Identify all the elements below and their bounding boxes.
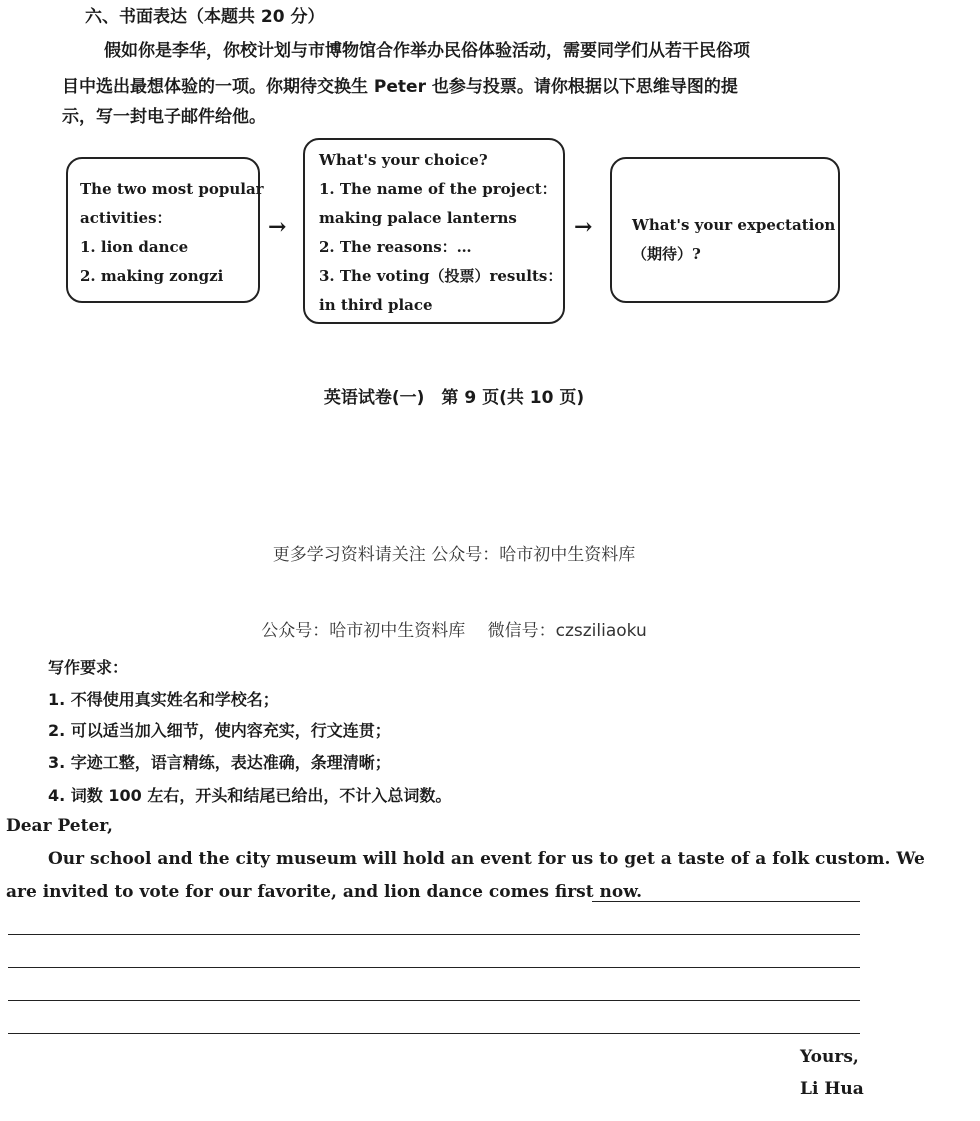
mindmap-box-choice	[303, 138, 565, 324]
box2-line: making palace lanterns	[319, 209, 517, 227]
writing-line[interactable]	[8, 967, 860, 968]
intro-line-1: 假如你是李华，你校计划与市博物馆合作举办民俗体验活动，需要同学们从若干民俗项	[104, 41, 750, 61]
box2-line: in third place	[319, 296, 433, 314]
box3-line: What's your expectation	[632, 216, 836, 234]
requirement-item: 4. 词数 100 左右，开头和结尾已给出，不计入总词数。	[48, 786, 452, 805]
letter-body-line-2: are invited to vote for our favorite, and lion dance comes first now.	[6, 882, 643, 902]
arrow-right-icon: →	[574, 214, 593, 240]
box2-line: 2. The reasons：…	[319, 238, 472, 256]
section-title: 六、书面表达（本题共 20 分）	[85, 7, 325, 27]
letter-closing: Yours,	[800, 1047, 859, 1067]
writing-line[interactable]	[592, 901, 860, 902]
writing-line[interactable]	[8, 1033, 860, 1034]
mindmap-box-expectation	[610, 157, 840, 303]
box1-line: activities：	[80, 209, 172, 227]
writing-line[interactable]	[8, 934, 860, 935]
box2-line: 3. The voting（投票）results：	[319, 267, 563, 285]
intro-line-3: 示，写一封电子邮件给他。	[62, 107, 266, 127]
letter-body-line-1: Our school and the city museum will hold an event for us to get a taste of a folk custom. We	[48, 849, 925, 869]
arrow-right-icon: →	[268, 214, 287, 240]
intro-line-2: 目中选出最想体验的一项。你期待交换生 Peter 也参与投票。请你根据以下思维导图的提	[62, 77, 738, 97]
box1-line: The two most popular	[80, 180, 264, 198]
letter-signature: Li Hua	[800, 1079, 864, 1099]
box1-line: 2. making zongzi	[80, 267, 224, 285]
box2-line: What's your choice?	[319, 151, 488, 169]
requirement-item: 1. 不得使用真实姓名和学校名；	[48, 690, 279, 709]
page-footer: 英语试卷(一) 第 9 页(共 10 页)	[323, 388, 585, 408]
requirements-title: 写作要求：	[48, 658, 129, 677]
letter-greeting: Dear Peter,	[6, 816, 113, 836]
watermark-line-2: 公众号：哈市初中生资料库 微信号：czsziliaoku	[261, 621, 647, 641]
requirement-item: 3. 字迹工整，语言精练，表达准确，条理清晰；	[48, 753, 391, 772]
writing-line[interactable]	[8, 1000, 860, 1001]
requirement-item: 2. 可以适当加入细节，使内容充实，行文连贯；	[48, 721, 391, 740]
box1-line: 1. lion dance	[80, 238, 189, 256]
mindmap-box-activities	[66, 157, 264, 303]
box2-line: 1. The name of the project：	[319, 180, 557, 198]
watermark-line-1: 更多学习资料请关注 公众号：哈市初中生资料库	[272, 545, 636, 565]
box3-line: （期待）?	[632, 245, 701, 263]
